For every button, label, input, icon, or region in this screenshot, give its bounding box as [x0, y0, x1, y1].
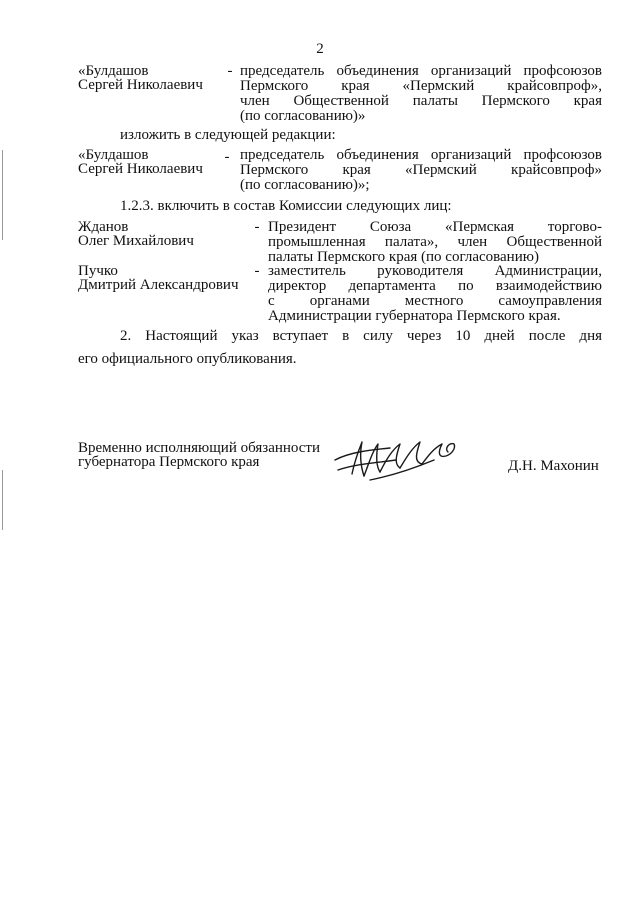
- new-entry-desc-line: председатель объединения организаций профсоюзов: [240, 147, 602, 163]
- member-dash: -: [254, 263, 260, 279]
- member-name-given: Дмитрий Александрович: [78, 277, 239, 293]
- member-description: [268, 220, 602, 265]
- page-number: 2: [316, 41, 324, 57]
- signature-position-line-1: Временно исполняющий обязанности: [78, 440, 321, 456]
- old-entry-dash: -: [227, 63, 233, 79]
- old-entry-desc-line: (по согласованию)»: [240, 108, 366, 124]
- clause-2-line-1: 2. Настоящий указ вступает в силу через 10 дней после дня: [120, 328, 602, 344]
- old-entry-name-surname: «Булдашов: [78, 63, 149, 79]
- old-entry-name-given: Сергей Николаевич: [78, 77, 203, 93]
- member-desc-line: Президент Союза «Пермская торгово-: [268, 219, 602, 235]
- member-dash: -: [254, 219, 260, 235]
- signature-position-line-2: губернатора Пермского края: [78, 454, 260, 470]
- member-desc-line: промышленная палата», член Общественной: [268, 234, 602, 250]
- member-name-surname: Жданов: [78, 219, 129, 235]
- member-desc-line: заместитель руководителя Администрации,: [268, 263, 602, 279]
- handwritten-signature: [330, 430, 470, 490]
- scan-edge-mark: [2, 470, 3, 530]
- member-name-given: Олег Михайлович: [78, 233, 194, 249]
- new-entry-name-surname: «Булдашов: [78, 147, 149, 163]
- old-entry-desc-line: член Общественной палаты Пермского края: [240, 93, 602, 109]
- instruction-include: 1.2.3. включить в состав Комиссии следующих лиц:: [120, 198, 452, 214]
- scan-edge-mark: [2, 150, 3, 240]
- member-desc-line: палаты Пермского края (по согласованию): [268, 249, 539, 265]
- new-entry-name-given: Сергей Николаевич: [78, 161, 203, 177]
- instruction-edit: изложить в следующей редакции:: [120, 127, 336, 143]
- member-desc-line: Администрации губернатора Пермского края.: [268, 308, 561, 324]
- member-desc-line: с органами местного самоуправления: [268, 293, 602, 309]
- old-entry-desc-line: Пермского края «Пермский крайсовпроф»,: [240, 78, 602, 94]
- member-desc-line: директор департамента по взаимодействию: [268, 278, 602, 294]
- new-entry-description: [240, 148, 602, 193]
- old-entry-desc-line: председатель объединения организаций профсоюзов: [240, 63, 602, 79]
- new-entry-desc-line: Пермского края «Пермский крайсовпроф»: [240, 162, 602, 178]
- signatory-name: Д.Н. Махонин: [508, 458, 599, 474]
- new-entry-dash: -: [224, 149, 230, 165]
- member-name-surname: Пучко: [78, 263, 118, 279]
- old-entry-description: [240, 64, 602, 124]
- new-entry-desc-line: (по согласованию)»;: [240, 177, 370, 193]
- clause-2-line-2: его официального опубликования.: [78, 351, 297, 367]
- member-description: [268, 264, 602, 324]
